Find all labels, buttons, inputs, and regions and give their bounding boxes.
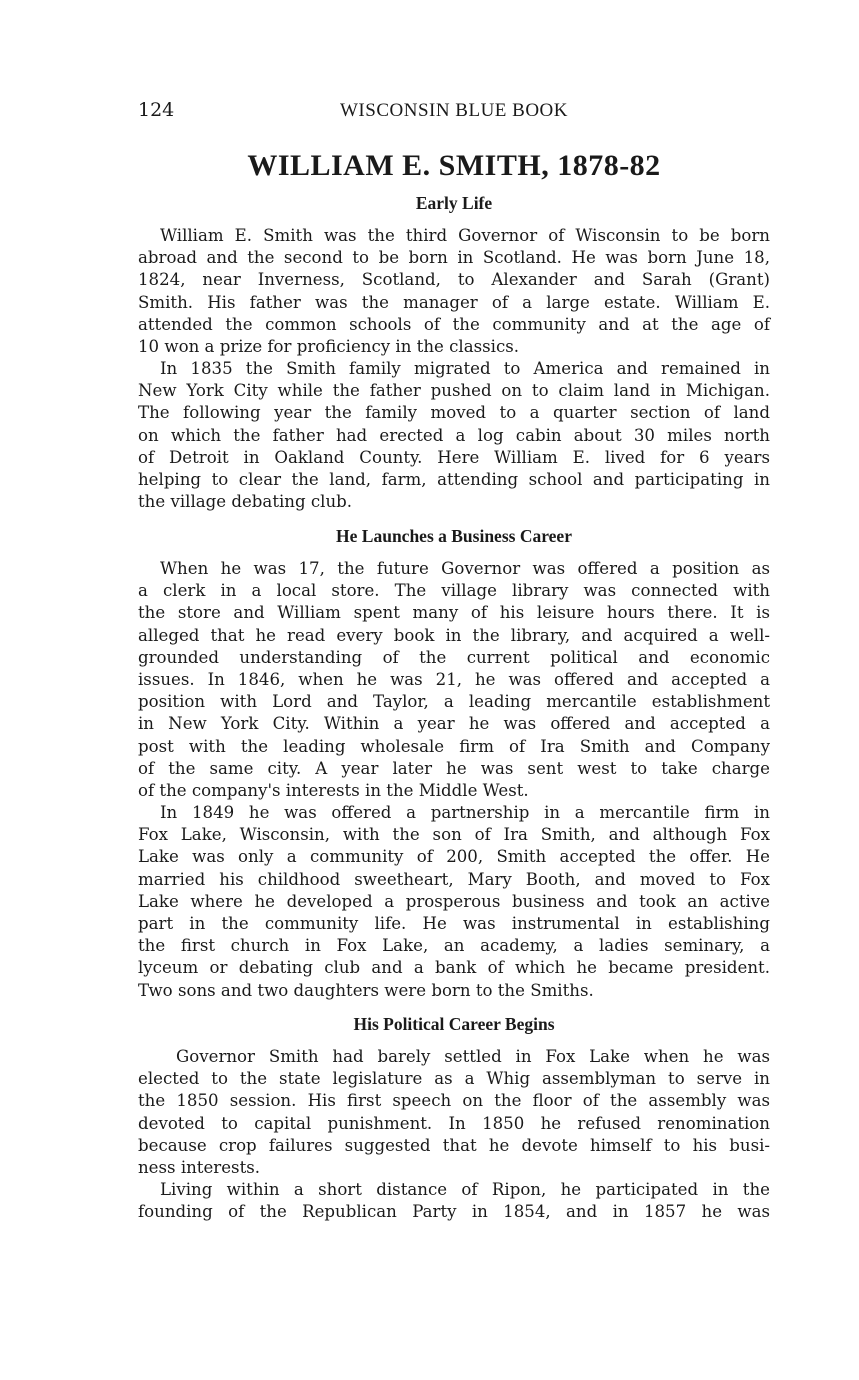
text-line: in New York City. Within a year he was offered and accepted a — [138, 714, 770, 734]
text-line: In 1835 the Smith family migrated to America and remained in — [160, 359, 770, 378]
section-heading-business-career: He Launches a Business Career — [336, 526, 572, 546]
text-line: of the company's interests in the Middle West. — [138, 780, 529, 800]
paragraph — [138, 1046, 770, 1179]
text-line: because crop failures suggested that he devote himself to his busi- — [138, 1135, 770, 1155]
text-line: Lake where he developed a prosperous business and took an active — [138, 891, 770, 911]
text-line: a clerk in a local store. The village library was connected with — [138, 581, 770, 601]
text-line: New York City while the father pushed on to claim land in Michigan. — [138, 381, 770, 401]
text-line: post with the leading wholesale firm of Ira Smith and Company — [138, 736, 770, 756]
text-line: position with Lord and Taylor, a leading mercantile establishment — [138, 692, 770, 712]
paragraph — [138, 802, 770, 1002]
text-line: the village debating club. — [138, 492, 353, 512]
text-line: of Detroit in Oakland County. Here William E. lived for 6 years — [138, 447, 770, 467]
text-line: ness interests. — [138, 1157, 261, 1177]
text-line: William E. Smith was the third Governor of Wisconsin to be born — [160, 226, 770, 245]
text-line: Smith. His father was the manager of a large estate. William E. — [138, 292, 770, 312]
text-line: lyceum or debating club and a bank of which he became president. — [138, 958, 770, 978]
paragraph — [138, 358, 770, 513]
page-number: 124 — [138, 99, 175, 121]
text-line: founding of the Republican Party in 1854, and in 1857 he was — [138, 1202, 770, 1222]
text-line: the 1850 session. His first speech on the floor of the assembly was — [138, 1091, 770, 1111]
text-line: of the same city. A year later he was sent west to take charge — [138, 758, 770, 778]
book-title: WISCONSIN BLUE BOOK — [340, 100, 568, 121]
text-line: In 1849 he was offered a partnership in a mercantile firm in — [160, 803, 770, 822]
text-line: helping to clear the land, farm, attending school and participating in — [138, 469, 770, 489]
text-line: attended the common schools of the community and at the age of — [138, 314, 770, 334]
text-line: Two sons and two daughters were born to the Smiths. — [138, 980, 594, 1000]
running-head — [138, 99, 770, 123]
text-line: Fox Lake, Wisconsin, with the son of Ira Smith, and although Fox — [138, 825, 770, 845]
text-line: part in the community life. He was instrumental in establishing — [138, 913, 770, 933]
text-line: When he was 17, the future Governor was offered a position as — [160, 559, 770, 578]
chapter-title: WILLIAM E. SMITH, 1878-82 — [247, 149, 661, 182]
text-line: The following year the family moved to a quarter section of land — [138, 403, 770, 423]
text-line: issues. In 1846, when he was 21, he was offered and accepted a — [138, 669, 770, 689]
section-heading-early-life: Early Life — [415, 193, 493, 213]
text-line: the store and William spent many of his leisure hours there. It is — [138, 603, 770, 623]
text-line: grounded understanding of the current political and economic — [138, 647, 770, 667]
text-line: 1824, near Inverness, Scotland, to Alexander and Sarah (Grant) — [138, 270, 770, 290]
paragraph — [138, 225, 770, 358]
text-line: the first church in Fox Lake, an academy, a ladies seminary, a — [138, 936, 770, 956]
section-heading-political-career: His Political Career Begins — [353, 1014, 555, 1034]
text-line: elected to the state legislature as a Whig assemblyman to serve in — [138, 1069, 770, 1089]
text-line: 10 won a prize for proficiency in the classics. — [138, 336, 520, 356]
paragraph — [138, 558, 770, 802]
paragraph — [138, 1179, 770, 1223]
text-line: alleged that he read every book in the library, and acquired a well- — [138, 625, 770, 645]
text-line: Governor Smith had barely settled in Fox Lake when he was — [176, 1047, 770, 1066]
text-line: devoted to capital punishment. In 1850 he refused renomination — [138, 1113, 770, 1133]
text-line: abroad and the second to be born in Scotland. He was born June 18, — [138, 248, 770, 268]
text-line: married his childhood sweetheart, Mary Booth, and moved to Fox — [138, 869, 770, 889]
text-line: Living within a short distance of Ripon, he participated in the — [160, 1180, 770, 1199]
text-line: on which the father had erected a log cabin about 30 miles north — [138, 425, 770, 445]
text-line: Lake was only a community of 200, Smith accepted the offer. He — [138, 847, 770, 867]
